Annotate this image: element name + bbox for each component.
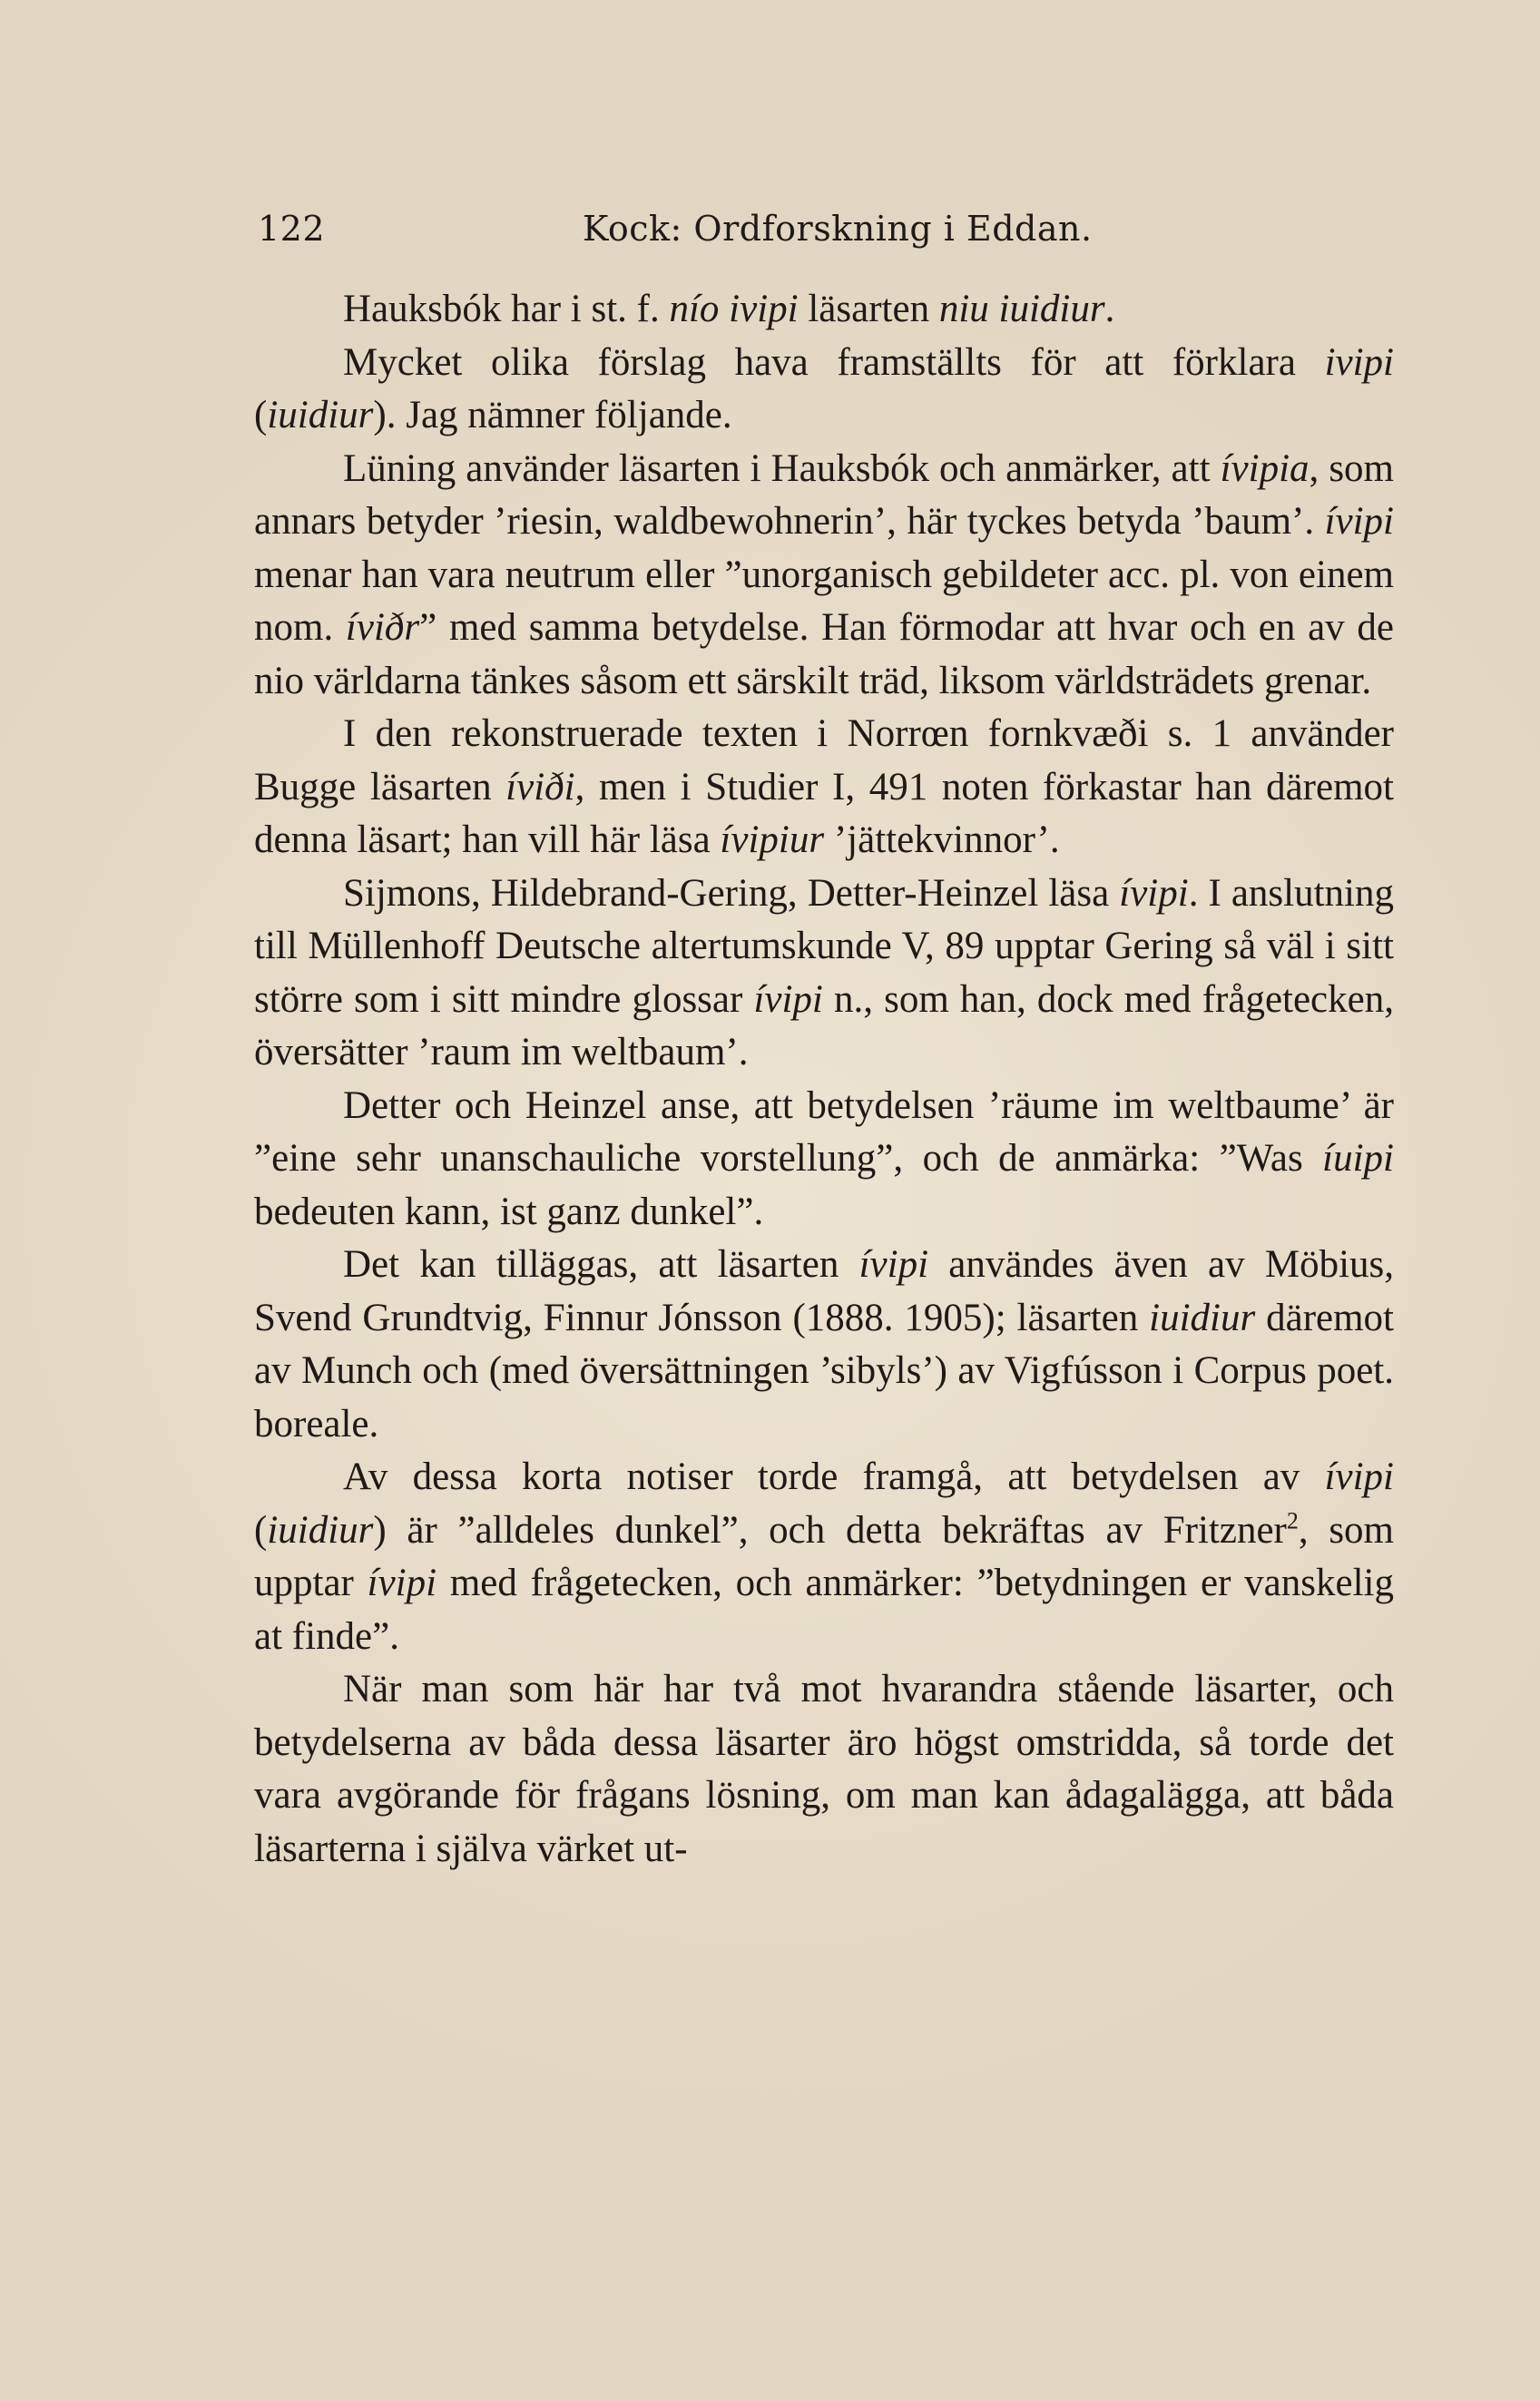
text-run: Hauksbók har i st. f.: [343, 288, 670, 330]
italic-word: íuipi: [1322, 1137, 1394, 1180]
paragraph-6: [254, 1080, 1394, 1240]
paragraph-4: [254, 708, 1394, 867]
italic-word: ívipiur: [720, 818, 825, 861]
text-run: När man som här har två mot hvarandra stående läsarter, och betydelserna av båda dessa läsarter äro högst omstridda, så torde det vara avgörande för frågans lösning, om man kan ådagalägga, att båda läsarterna i själva värket ut-: [254, 1668, 1394, 1870]
footnote-marker: 2: [1286, 1507, 1299, 1534]
text-run: (: [254, 1508, 268, 1552]
text-run: Sijmons, Hildebrand-Gering, Detter-Heinzel läsa: [343, 871, 1120, 915]
text-run: ’jättekvinnor’.: [824, 818, 1060, 861]
text-run: Det kan tilläggas, att läsarten: [343, 1243, 859, 1286]
paragraph-1: [254, 283, 1394, 337]
text-run: (: [254, 394, 268, 436]
text-run: n., som han, dock med frågetecken, översätter ’raum im weltbaum’.: [254, 977, 1394, 1073]
paragraph-2: [254, 337, 1394, 443]
text-run: , som annars betyder ’riesin, waldbewohnerin’, här tyckes betyda ’baum’.: [254, 446, 1395, 543]
italic-word: ívipi: [858, 1243, 929, 1286]
page-number: 122: [258, 209, 326, 249]
text-run: Av dessa korta notiser torde framgå, att betydelsen av: [343, 1455, 1325, 1498]
text-run: , men i Studier I, 491 noten förkastar han däremot denna läsart; han vill här läsa: [254, 765, 1394, 861]
paragraph-7: [254, 1239, 1394, 1451]
paragraph-8: [254, 1451, 1394, 1663]
text-run: med frågetecken, och anmärker: ”betydningen er vanskelig at finde”.: [254, 1562, 1394, 1658]
italic-word: iuidiur: [267, 394, 374, 436]
text-run: menar han vara neutrum eller ”unorganisch gebildeter acc. pl. von einem nom.: [254, 553, 1394, 649]
italic-word: ívipi: [367, 1562, 437, 1604]
text-run: , som upptar: [254, 1508, 1394, 1604]
text-run: ) är ”alldeles dunkel”, och detta bekräftas av Fritzner: [373, 1508, 1287, 1552]
text-run: .: [1104, 288, 1115, 330]
paragraph-3: [254, 443, 1394, 709]
text-run: ). Jag nämner följande.: [373, 394, 732, 436]
text-run: I den rekonstruerade texten i Norrœn fornkvæði s. 1 använder Bugge läsarten: [254, 712, 1394, 808]
text-run: ” med samma betydelse. Han förmodar att hvar och en av de nio världarna tänkes såsom ett särskilt träd, liksom världsträdets grenar.: [254, 606, 1394, 702]
paragraph-5: [254, 867, 1394, 1080]
text-run: Mycket olika förslag hava framställts för att förklara: [343, 340, 1325, 384]
text-run: läsarten: [798, 288, 939, 330]
paragraph-9: [254, 1663, 1394, 1876]
italic-word: íviði: [505, 765, 575, 808]
italic-word: ívipia: [1220, 446, 1309, 490]
text-run: användes även av Möbius, Svend Grundtvig, Finnur Jónsson (1888. 1905); läsarten: [254, 1243, 1394, 1339]
italic-word: íviðr: [345, 606, 420, 649]
text-run: däremot av Munch och (med översättningen ’sibyls’) av Vigfússon i Corpus poet. boreale.: [254, 1296, 1395, 1446]
italic-word: ívipi: [1324, 500, 1394, 543]
italic-word: niu iuidiur: [938, 288, 1105, 330]
running-head: [258, 209, 1392, 263]
italic-word: ívipi: [753, 977, 823, 1021]
text-run: Lüning använder läsarten i Hauksbók och anmärker, att: [343, 446, 1221, 490]
body-text: [254, 283, 1394, 1876]
italic-word: iuidiur: [267, 1508, 374, 1552]
running-title: Kock: Ordforskning i Eddan.: [583, 209, 1093, 249]
text-run: bedeuten kann, ist ganz dunkel”.: [254, 1190, 764, 1233]
italic-word: ívipi: [1119, 871, 1189, 915]
italic-word: nío ivipi: [669, 288, 799, 330]
italic-word: ivipi: [1324, 340, 1394, 384]
italic-word: iuidiur: [1149, 1296, 1256, 1339]
text-run: Detter och Heinzel anse, att betydelsen ’räume im weltbaume’ är ”eine sehr unanschauliche vorstellung”, och de anmärka: ”Was: [254, 1083, 1394, 1180]
text-run: . I anslutning till Müllenhoff Deutsche altertumskunde V, 89 upptar Gering så väl i sitt större som i sitt mindre glossar: [254, 871, 1394, 1021]
italic-word: ívipi: [1324, 1455, 1394, 1498]
